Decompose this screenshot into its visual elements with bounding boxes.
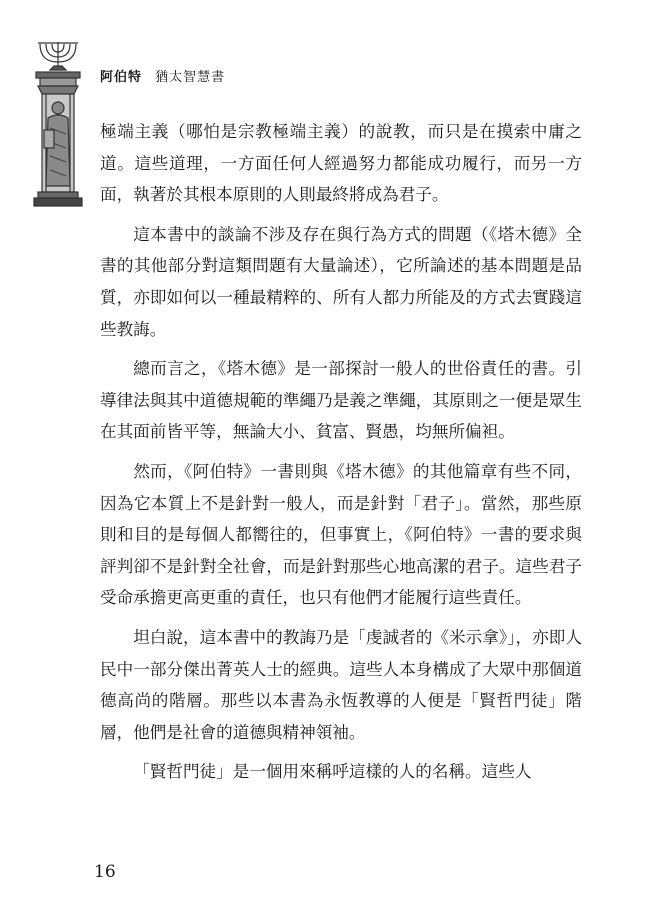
menorah-column-engraving-icon [30, 38, 86, 210]
body-text [100, 116, 582, 788]
paragraph: 坦白說，這本書中的教誨乃是「虔誠者的《米示拿》」，亦即人民中一部分傑出菁英人士的經典。這些人本身構成了大眾中那個道德高尚的階層。那些以本書為永恆教導的人便是「賢哲門徒」階層，他們是社會的道德與精神領袖。 [100, 627, 582, 742]
book-title: 阿伯特 [100, 70, 143, 85]
paragraph: 然而，《阿伯特》一書則與《塔木德》的其他篇章有些不同，因為它本質上不是針對一般人，而是針對「君子」。當然，那些原則和目的是每個人都嚮往的，但事實上，《阿伯特》一書的要求與評判卻不是針對全社會，而是針對那些心地高潔的君子。這些君子受命承擔更高更重的責任，也只有他們才能履行這些責任。 [100, 461, 582, 608]
page-number: 16 [94, 862, 116, 882]
running-head [100, 66, 225, 85]
paragraph: 這本書中的談論不涉及存在與行為方式的問題（《塔木德》全書的其他部分對這類問題有大量論述），它所論述的基本問題是品質，亦即如何以一種最精粹的、所有人都力所能及的方式去實踐這些教誨。 [100, 224, 582, 339]
paragraph: 極端主義（哪怕是宗教極端主義）的說教，而只是在摸索中庸之道。這些道理，一方面任何人經過努力都能成功履行，而另一方面，執著於其根本原則的人則最終將成為君子。 [100, 122, 582, 205]
paragraph: 總而言之，《塔木德》是一部探討一般人的世俗責任的書。引導律法與其中道德規範的準繩乃是義之準繩，其原則之一便是眾生在其面前皆平等，無論大小、貧富、賢愚，均無所偏袒。 [100, 359, 582, 442]
book-subtitle: 猶太智慧書 [155, 70, 226, 85]
paragraph: 「賢哲門徒」是一個用來稱呼這樣的人的名稱。這些人 [133, 762, 532, 782]
